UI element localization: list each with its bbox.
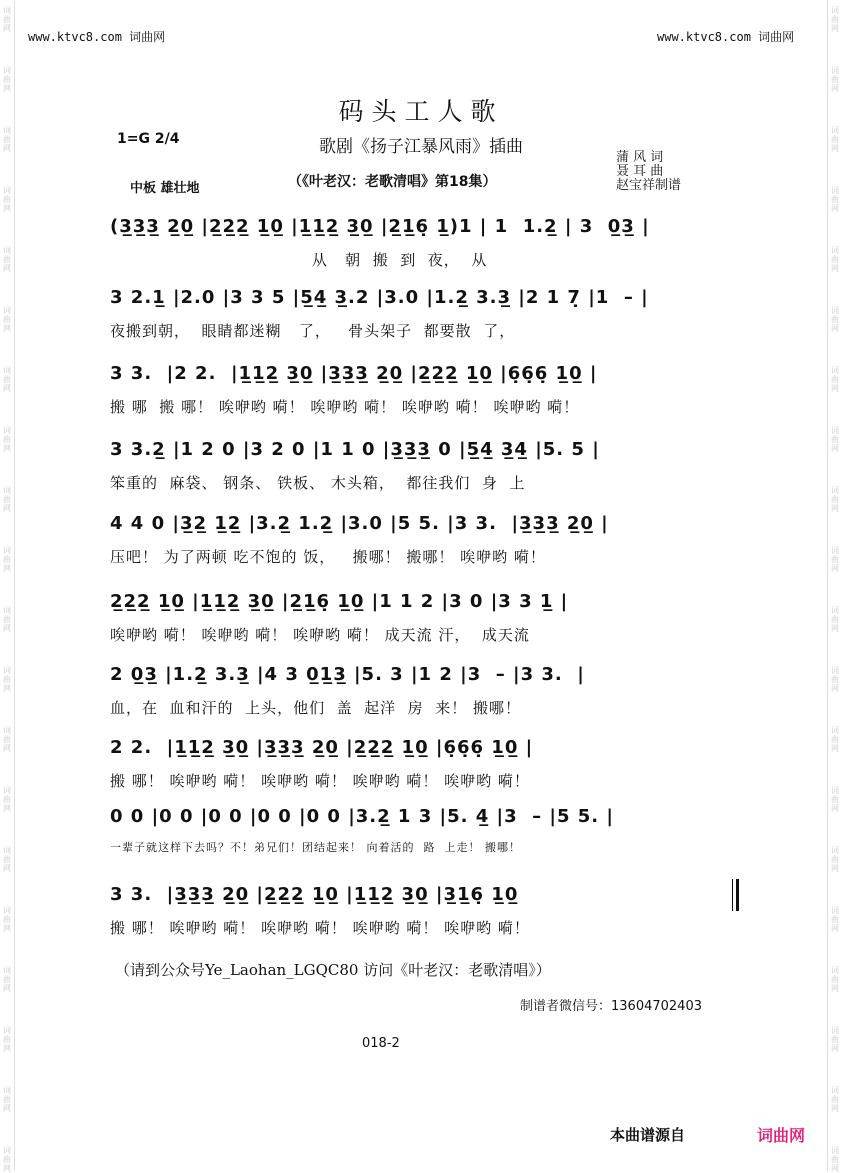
watermark-mark: 词 曲 网 (831, 366, 839, 393)
lyric-line: 一辈子就这样下去吗？不！弟兄们！团结起来！ 向着活的 路 上走！ 搬哪！ (110, 841, 521, 854)
footer-note: （请到公众号Ye_Laohan_LGQC80 访问《叶老汉：老歌清唱》） (115, 961, 551, 979)
notation-line: 4 4 0 |3̲2̲ 1̲2̲ |3.2̲ 1.2̲ |3.0 |5 5. |3 3. |3̲3̲3̲ 2̲0̲ | (110, 513, 609, 534)
site-url-left[interactable]: www.ktvc8.com 词曲网 (28, 30, 166, 44)
watermark-mark: 词 曲 网 (831, 66, 839, 93)
credits (616, 151, 681, 193)
song-title: 码头工人歌 (338, 97, 504, 126)
watermark-mark: 词 曲 网 (3, 186, 11, 213)
watermark-mark: 词 曲 网 (831, 726, 839, 753)
watermark-mark: 词 曲 网 (831, 6, 839, 33)
watermark-mark: 词 曲 网 (3, 906, 11, 933)
notation-line: 2 2. |1̲1̲2̲ 3̲0̲ |3̲3̲3̲ 2̲0̲ |2̲2̲2̲ 1̲0̲ |6̣6̣6̣ 1̲0̲ | (110, 737, 534, 758)
source-brand-link[interactable]: 词曲网 (757, 1126, 806, 1145)
watermark-mark: 词 曲 网 (3, 1026, 11, 1053)
key-signature: 1=G 2/4 (117, 131, 180, 147)
notation-line: 2 0̲3̲ |1.2̲ 3.3̲ |4 3 0̲1̲3̲ |5. 3 |1 2 |3 – |3 3. | (110, 664, 585, 685)
watermark-mark: 词 曲 网 (3, 6, 11, 33)
watermark-mark: 词 曲 网 (3, 126, 11, 153)
lyric-line: 搬 哪 搬 哪！ 唉咿哟 嗬！ 唉咿哟 嗬！ 唉咿哟 嗬！ 唉咿哟 嗬！ (110, 398, 580, 416)
lyric-line: 压吧！ 为了两顿 吃不饱的 饭， 搬哪！ 搬哪！ 唉咿哟 嗬！ (110, 548, 546, 566)
tempo-marking: 中板 雄壮地 (130, 181, 200, 196)
watermark-mark: 词 曲 网 (3, 606, 11, 633)
site-url-right[interactable]: www.ktvc8.com 词曲网 (657, 30, 795, 44)
watermark-mark: 词 曲 网 (831, 426, 839, 453)
lyric-line: 搬 哪！ 唉咿哟 嗬！ 唉咿哟 嗬！ 唉咿哟 嗬！ 唉咿哟 嗬！ (110, 919, 530, 937)
notation-line: (3̲3̲3̲ 2̲0̲ |2̲2̲2̲ 1̲0̲ |1̲1̲2̲ 3̲0̲ |2̲1̲6̣ 1̲)1 | 1 1.2̲ | 3 0̲3̲ | (110, 216, 650, 237)
notation-line: 3 3. |3̲3̲3̲ 2̲0̲ |2̲2̲2̲ 1̲0̲ |1̲1̲2̲ 3̲0̲ |3̲1̲6̣ 1̲0̲ (110, 884, 526, 905)
watermark-mark: 词 曲 网 (831, 906, 839, 933)
watermark-mark: 词 曲 网 (831, 966, 839, 993)
final-barline-thin (732, 879, 733, 911)
watermark-mark: 词 曲 网 (831, 186, 839, 213)
watermark-mark: 词 曲 网 (3, 726, 11, 753)
watermark-mark: 词 曲 网 (3, 246, 11, 273)
credit-transcriber: 赵宝祥制谱 (616, 178, 682, 193)
lyric-line: 夜搬到朝， 眼睛都迷糊 了， 骨头架子 都要散 了， (110, 322, 516, 340)
page-number: 018-2 (362, 1036, 400, 1051)
credit-composer: 聂 耳 曲 (616, 164, 664, 179)
watermark-mark: 词 曲 网 (3, 846, 11, 873)
lyric-line: 搬 哪！ 唉咿哟 嗬！ 唉咿哟 嗬！ 唉咿哟 嗬！ 唉咿哟 嗬！ (110, 772, 530, 790)
lyric-line: 血，在 血和汗的 上头，他们 盖 起洋 房 来！ 搬哪！ (110, 699, 521, 717)
watermark-mark: 词 曲 网 (831, 126, 839, 153)
watermark-mark: 词 曲 网 (831, 486, 839, 513)
watermark-mark: 词 曲 网 (831, 786, 839, 813)
watermark-mark: 词 曲 网 (831, 546, 839, 573)
watermark-mark: 词 曲 网 (3, 1146, 11, 1173)
lyric-line: 笨重的 麻袋、 钢条、 铁板、 木头箱， 都往我们 身 上 (110, 474, 526, 492)
watermark-mark: 词 曲 网 (3, 306, 11, 333)
watermark-mark: 词 曲 网 (831, 1146, 839, 1173)
notation-line: 2̲2̲2̲ 1̲0̲ |1̲1̲2̲ 3̲0̲ |2̲1̲6̣ 1̲0̲ |1 1 2 |3 0 |3 3 1̲ | (110, 591, 569, 612)
watermark-mark: 词 曲 网 (3, 66, 11, 93)
wechat-contact: 制谱者微信号：13604702403 (520, 999, 702, 1014)
credit-lyricist: 蒲 风 词 (616, 150, 664, 165)
notation-line: 3 2.1̲ |2.0 |3 3 5 |5̲4̲ 3̲.2 |3.0 |1.2̲ 3.3̲ |2 1 7̣ |1 – | (110, 287, 649, 308)
song-subtitle: 歌剧《扬子江暴风雨》插曲 (319, 137, 523, 157)
watermark-mark: 词 曲 网 (3, 486, 11, 513)
watermark-mark: 词 曲 网 (3, 666, 11, 693)
watermark-mark: 词 曲 网 (3, 1086, 11, 1113)
notation-line: 3 3. |2 2. |1̲1̲2̲ 3̲0̲ |3̲3̲3̲ 2̲0̲ |2̲2̲2̲ 1̲0̲ |6̣6̣6̣ 1̲0̲ | (110, 363, 598, 384)
watermark-mark: 词 曲 网 (831, 246, 839, 273)
left-watermark-strip (0, 0, 15, 1171)
episode-note: （《叶老汉：老歌清唱》第18集） (288, 174, 497, 190)
final-barline-thick (736, 879, 739, 911)
watermark-mark: 词 曲 网 (831, 666, 839, 693)
watermark-mark: 词 曲 网 (831, 1086, 839, 1113)
watermark-mark: 词 曲 网 (3, 966, 11, 993)
watermark-mark: 词 曲 网 (831, 846, 839, 873)
watermark-mark: 词 曲 网 (831, 606, 839, 633)
watermark-mark: 词 曲 网 (831, 1026, 839, 1053)
notation-line: 0 0 |0 0 |0 0 |0 0 |0 0 |3.2̲ 1 3 |5. 4̲ |3 – |5 5. | (110, 806, 614, 827)
watermark-mark: 词 曲 网 (3, 426, 11, 453)
lyric-line: 从 朝 搬 到 夜， 从 (110, 251, 488, 269)
watermark-mark: 词 曲 网 (3, 366, 11, 393)
notation-line: 3 3.2̲ |1 2 0 |3 2 0 |1 1 0 |3̲3̲3̲ 0 |5̲4̲ 3̲4̲ |5. 5 | (110, 439, 600, 460)
source-label: 本曲谱源自 (610, 1126, 686, 1144)
right-watermark-strip (827, 0, 842, 1171)
watermark-mark: 词 曲 网 (831, 306, 839, 333)
watermark-mark: 词 曲 网 (3, 546, 11, 573)
watermark-mark: 词 曲 网 (3, 786, 11, 813)
lyric-line: 唉咿哟 嗬！ 唉咿哟 嗬！ 唉咿哟 嗬！ 成天流 汗， 成天流 (110, 626, 530, 644)
